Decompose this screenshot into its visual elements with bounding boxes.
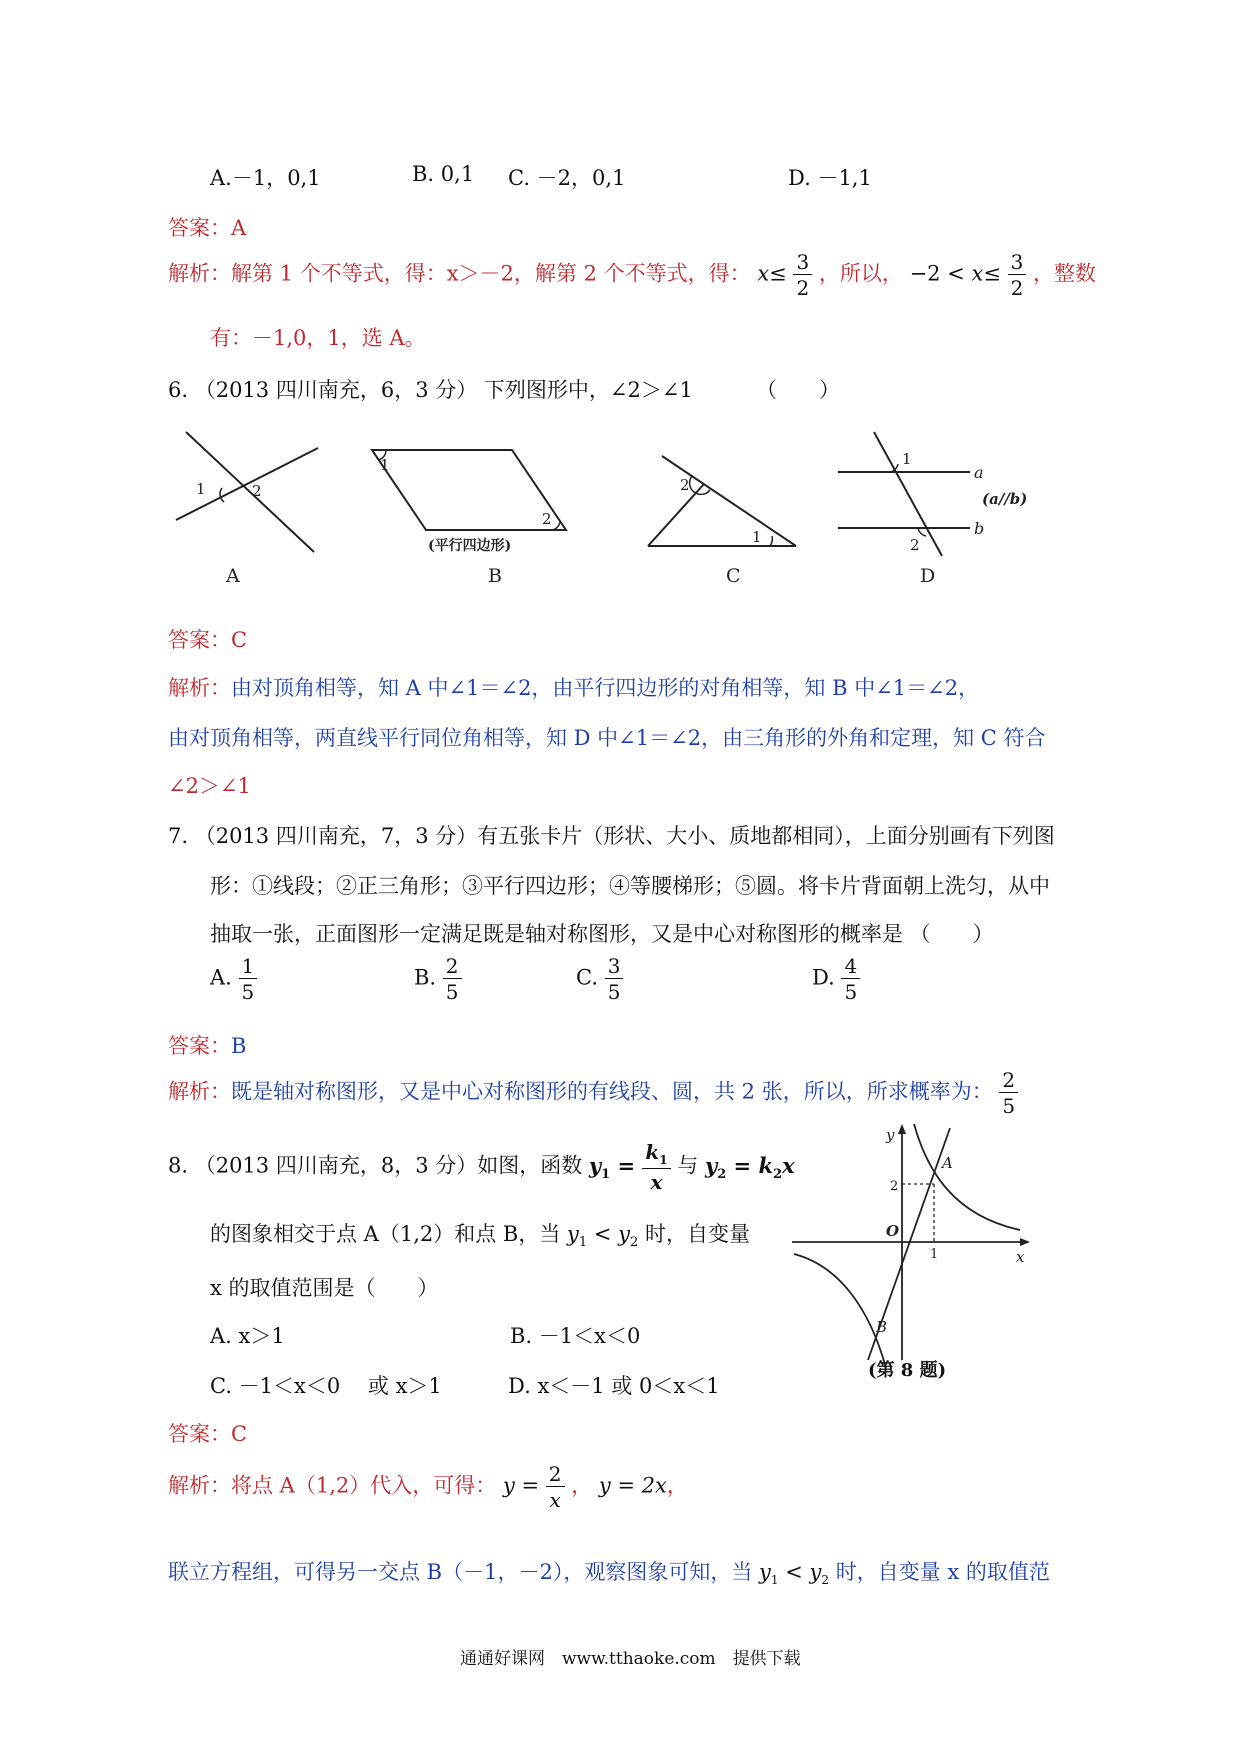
analysis-text: 由对顶角相等，知 A 中∠1＝∠2，由平行四边形的对角相等，知 B 中∠1＝∠2，	[231, 676, 980, 700]
q7-stem-line2: 形：①线段；②正三角形；③平行四边形；④等腰梯形；⑤圆。将卡片背面朝上洗匀，从中	[210, 874, 1050, 898]
analysis-text: 将点 A（1,2）代入，可得：	[231, 1473, 497, 1498]
q8-stem-line3: x 的取值范围是（ ）	[210, 1276, 439, 1300]
fig-d-angle2: 2	[910, 536, 920, 554]
q6-answer	[168, 624, 247, 654]
q7-option-c: C. $\frac{3}{5}$	[576, 956, 623, 1002]
fig-c-angle2: 2	[680, 476, 690, 494]
fig-letter-a: A	[226, 565, 240, 587]
analysis-label: 解析：	[168, 676, 231, 700]
answer-value: C	[231, 1422, 248, 1446]
q5-analysis-line2: 有：－1,0，1，选 A。	[210, 326, 426, 350]
answer-label: 答案：	[168, 1034, 231, 1058]
q5-option-b: B. 0,1	[412, 162, 475, 186]
q8-stem-line1: 8. （2013 四川南充，8，3 分）如图，函数 $y_1$ = $\frac{k_1}{x}$ 与 $y_2 = k_2x$	[168, 1140, 795, 1194]
q8-option-c: C. －1＜x＜0 或 x＞1	[210, 1374, 442, 1398]
q7-analysis	[168, 1070, 1018, 1116]
q8-graph-caption: (第 8 题)	[868, 1360, 947, 1381]
analysis-text: 解第 1 个不等式，得：x＞－2，解第 2 个不等式，得：	[231, 261, 751, 286]
q6-stem: 6. （2013 四川南充，6，3 分） 下列图形中，∠2＞∠1	[168, 378, 693, 402]
math-le: ≤	[769, 261, 787, 286]
graph-point-a: A	[942, 1154, 953, 1172]
analysis-label: 解析：	[168, 1079, 231, 1104]
graph-tick-x: 1	[930, 1247, 939, 1262]
q8-stem-line2: 的图象相交于点 A（1,2）和点 B，当 $y_1 < y_2$ 时，自变量	[210, 1222, 750, 1251]
q8-option-b: B. －1＜x＜0	[510, 1324, 641, 1348]
math-le: ≤	[983, 261, 1001, 286]
q6-paren: （ ）	[756, 378, 840, 402]
math-var-x: x	[971, 261, 984, 286]
q6-figures	[0, 420, 1240, 600]
fraction-three-halves: $\frac{3}{2}$	[1008, 252, 1027, 298]
analysis-text: 既是轴对称图形，又是中心对称图形的有线段、圆，共 2 张，所以，所求概率为：	[231, 1079, 993, 1104]
q6-analysis-line1	[168, 672, 979, 702]
fraction-2-over-x: $\frac{2}{x}$	[546, 1464, 565, 1510]
fraction-k1-over-x: $\frac{k_1}{x}$	[642, 1142, 670, 1192]
analysis-text: 联立方程组，可得另一交点 B（－1，－2），观察图象可知，当	[168, 1560, 753, 1584]
q8-graph	[780, 1120, 1040, 1380]
q7-stem-line1: 7. （2013 四川南充，7，3 分）有五张卡片（形状、大小、质地都相同），上面分别画有下列图	[168, 824, 1055, 848]
analysis-text: ，所以，	[818, 261, 903, 286]
answer-label: 答案：	[168, 1422, 231, 1446]
fig-a-angle1: 1	[196, 480, 206, 498]
fraction-two-fifths: $\frac{2}{5}$	[999, 1070, 1018, 1116]
fig-b-angle1: 1	[380, 456, 390, 474]
analysis-text: ，整数	[1033, 261, 1097, 286]
q5-option-d: D. －1,1	[788, 166, 872, 190]
q7-option-d: D. $\frac{4}{5}$	[812, 956, 860, 1002]
answer-value: C	[231, 628, 248, 652]
fig-c-angle1: 1	[752, 528, 762, 546]
graph-tick-y: 2	[890, 1179, 899, 1194]
q7-option-a: A. $\frac{1}{5}$	[210, 956, 257, 1002]
page-footer: 通通好课网 www.tthaoke.com 提供下载	[460, 1649, 801, 1669]
fig-d-parallel-note: (a//b)	[982, 490, 1028, 508]
fig-a-angle2: 2	[252, 482, 262, 500]
fig-b-caption: (平行四边形)	[428, 538, 512, 554]
q8-option-d: D. x＜－1 或 0＜x＜1	[508, 1374, 720, 1398]
q8-answer	[168, 1418, 247, 1448]
q8-analysis-line1: 解析：将点 A（1,2）代入，可得： y = $\frac{2}{x}$ ， y = 2x，	[168, 1462, 688, 1512]
q5-analysis-line1	[168, 252, 1096, 298]
fig-b-angle2: 2	[542, 510, 552, 528]
graph-x-axis-label: x	[1016, 1248, 1025, 1266]
fig-d-line-a: a	[974, 463, 984, 482]
graph-origin-label: O	[886, 1222, 900, 1240]
graph-y-axis-label: y	[886, 1126, 895, 1144]
answer-label: 答案：	[168, 628, 231, 652]
analysis-label: 解析：	[168, 261, 231, 286]
answer-value: A	[231, 216, 247, 240]
fig-d-line-b: b	[974, 519, 985, 538]
fig-letter-d: D	[920, 565, 936, 587]
analysis-text: 时，自变量 x 的取值范	[835, 1560, 1050, 1584]
q6-analysis-line2: 由对顶角相等，两直线平行同位角相等，知 D 中∠1＝∠2，由三角形的外角和定理，知 C 符合	[168, 726, 1046, 750]
fig-letter-b: B	[488, 565, 502, 587]
q7-answer	[168, 1030, 246, 1060]
answer-value: B	[231, 1034, 247, 1058]
analysis-label: 解析：	[168, 1473, 231, 1498]
fig-letter-c: C	[726, 565, 741, 587]
math-neg-two: −2 <	[909, 261, 965, 286]
q6-analysis-line3: ∠2＞∠1	[168, 774, 251, 798]
fraction-three-halves: $\frac{3}{2}$	[793, 252, 812, 298]
q7-option-b: B. $\frac{2}{5}$	[414, 956, 462, 1002]
q8-option-a: A. x＞1	[210, 1324, 285, 1348]
answer-label: 答案：	[168, 216, 231, 240]
fig-d-angle1: 1	[902, 450, 912, 468]
q5-option-a: A.－1，0,1	[210, 166, 321, 190]
graph-point-b: B	[876, 1318, 888, 1336]
math-var-x: x	[757, 261, 770, 286]
q8-analysis-line2: 联立方程组，可得另一交点 B（－1，－2），观察图象可知，当 $y_1 < y_2$ 时，自变量 x 的取值范	[168, 1560, 1050, 1588]
q7-stem-line3: 抽取一张，正面图形一定满足既是轴对称图形，又是中心对称图形的概率是 （ ）	[210, 922, 994, 946]
math-line-eq: y = 2x	[598, 1473, 667, 1498]
q5-answer	[168, 212, 246, 242]
q5-option-c: C. －2，0,1	[508, 166, 626, 190]
